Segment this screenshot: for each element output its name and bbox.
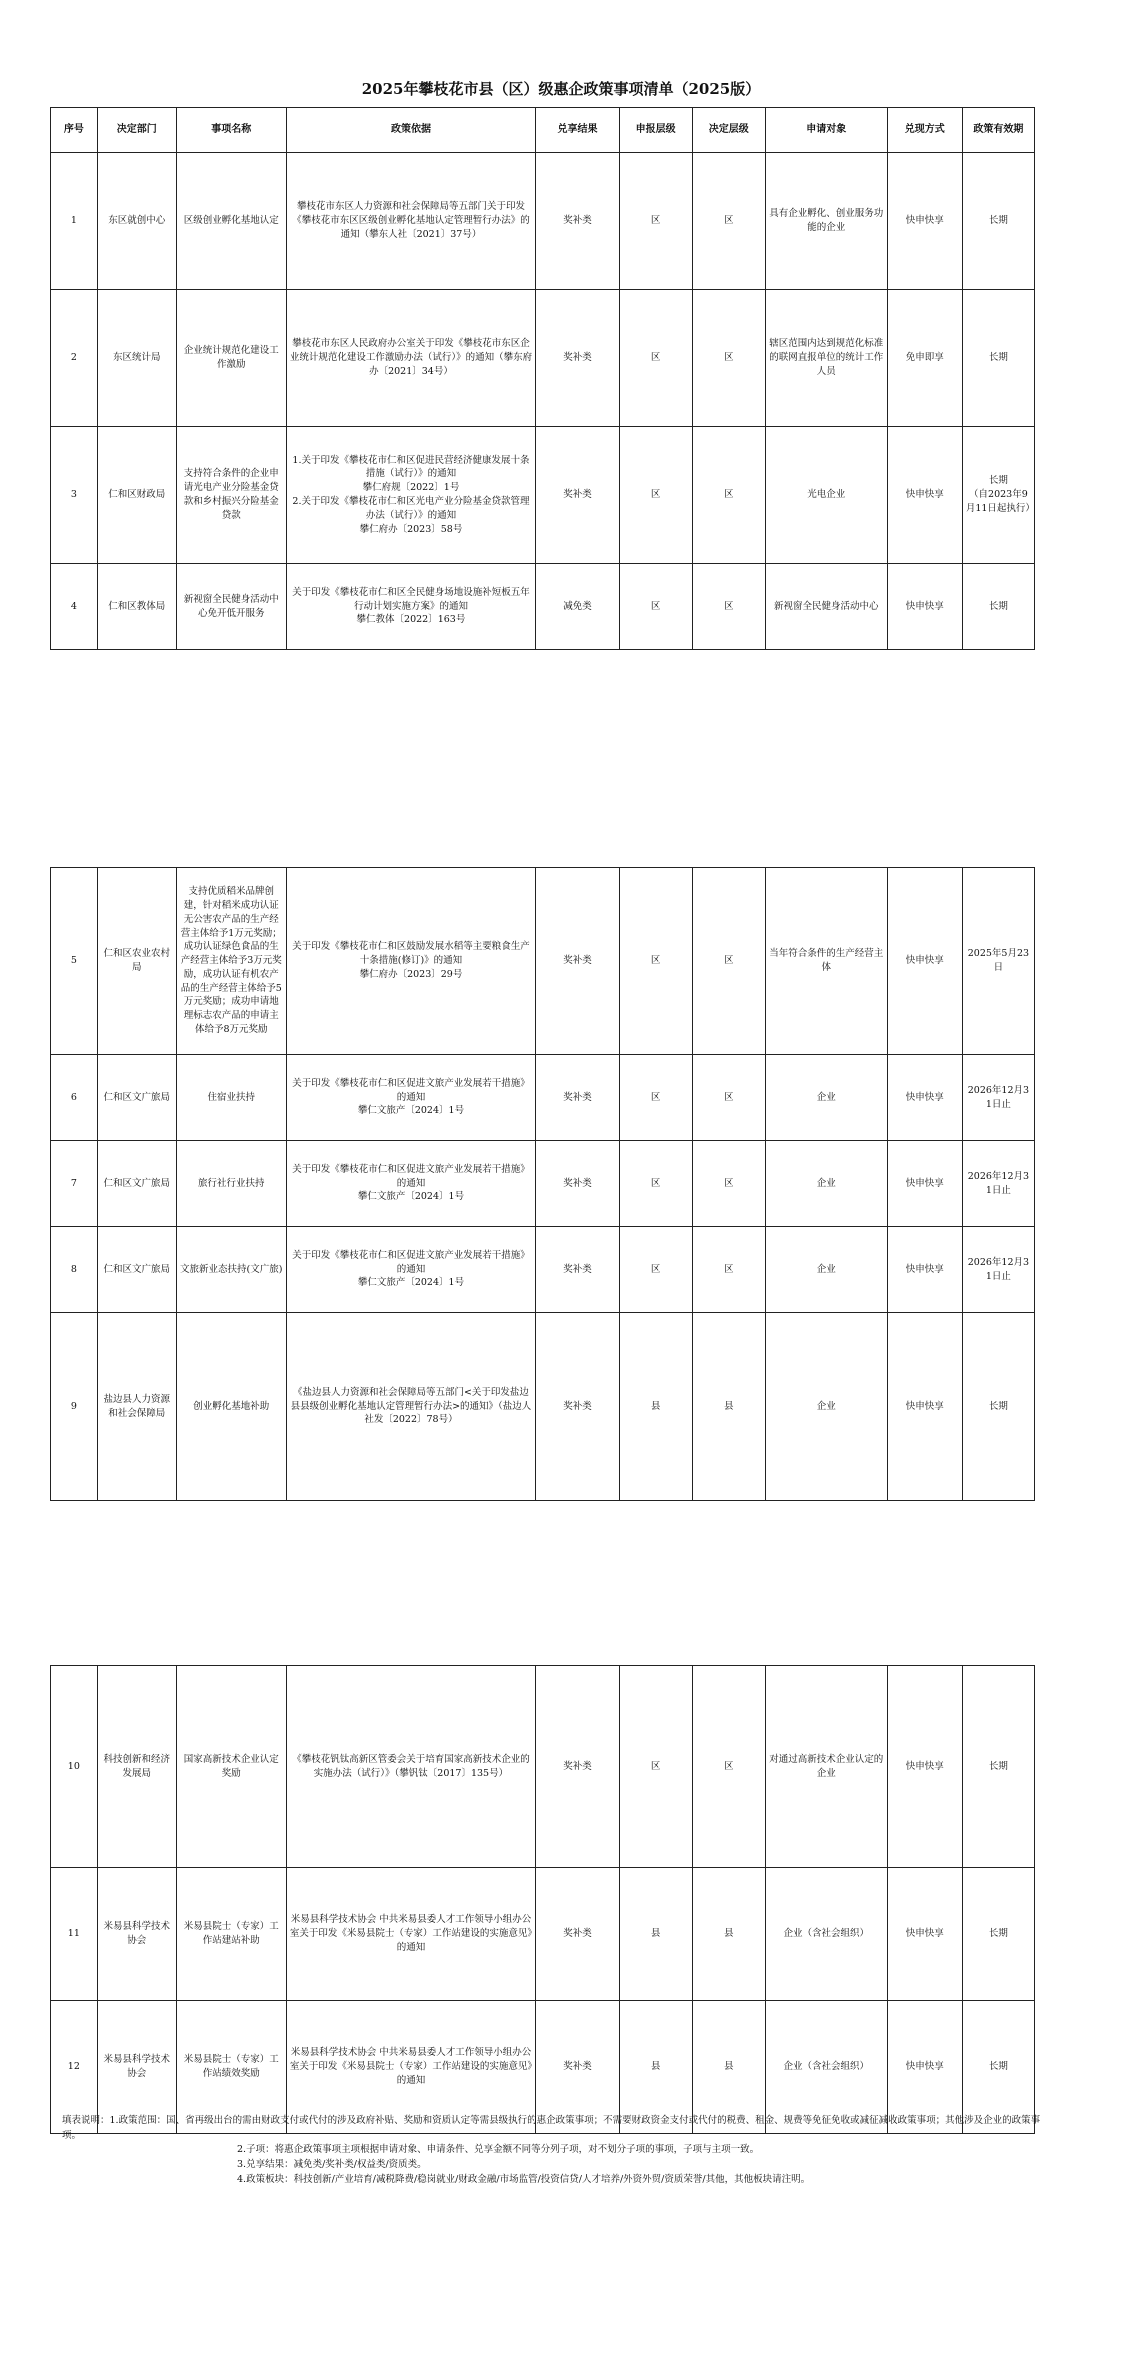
cell-decide-level: 县 [692, 1868, 765, 2001]
header-no: 序号 [51, 108, 98, 153]
cell-basis: 攀枝花市东区人民政府办公室关于印发《攀枝花市东区企业统计规范化建设工作激励办法（试行）》的通知（攀东府办〔2021〕34号） [286, 290, 536, 427]
cell-no: 4 [51, 564, 98, 650]
cell-validity: 2026年12月31日止 [962, 1055, 1034, 1141]
policy-table-part-3 [50, 1665, 1035, 2134]
page-title: 2025年攀枝花市县（区）级惠企政策事项清单（2025版） [361, 80, 761, 98]
cell-item: 国家高新技术企业认定奖励 [176, 1666, 286, 1868]
cell-dept: 东区统计局 [97, 290, 176, 427]
cell-apply-level: 区 [619, 1141, 692, 1227]
cell-item: 区级创业孵化基地认定 [176, 153, 286, 290]
cell-decide-level: 区 [692, 564, 765, 650]
cell-no: 9 [51, 1313, 98, 1501]
cell-result: 奖补类 [536, 290, 619, 427]
cell-validity: 2025年5月23日 [962, 868, 1034, 1055]
cell-apply-level: 区 [619, 868, 692, 1055]
cell-apply-level: 区 [619, 564, 692, 650]
cell-basis: 关于印发《攀枝花市仁和区全民健身场地设施补短板五年行动计划实施方案》的通知 攀仁教体〔2022〕163号 [286, 564, 536, 650]
cell-dept: 仁和区财政局 [97, 427, 176, 564]
header-item: 事项名称 [176, 108, 286, 153]
cell-method: 快申快享 [887, 868, 962, 1055]
cell-item: 支持符合条件的企业申请光电产业分险基金贷款和乡村振兴分险基金贷款 [176, 427, 286, 564]
cell-no: 2 [51, 290, 98, 427]
cell-decide-level: 区 [692, 290, 765, 427]
cell-no: 12 [51, 2001, 98, 2134]
cell-method: 快申快享 [887, 1666, 962, 1868]
cell-item: 文旅新业态扶持(文广旅) [176, 1227, 286, 1313]
cell-item: 创业孵化基地补助 [176, 1313, 286, 1501]
cell-target: 新视窗全民健身活动中心 [765, 564, 887, 650]
cell-result: 奖补类 [536, 427, 619, 564]
table-row [51, 153, 1035, 290]
cell-decide-level: 区 [692, 427, 765, 564]
cell-validity: 长期 [962, 564, 1034, 650]
header-validity: 政策有效期 [962, 108, 1034, 153]
cell-no: 10 [51, 1666, 98, 1868]
cell-apply-level: 县 [619, 2001, 692, 2134]
cell-result: 奖补类 [536, 868, 619, 1055]
cell-basis: 《攀枝花钒钛高新区管委会关于培育国家高新技术企业的实施办法（试行）》（攀钒钛〔2017〕135号） [286, 1666, 536, 1868]
cell-item: 新视窗全民健身活动中心免开低开服务 [176, 564, 286, 650]
cell-dept: 仁和区农业农村局 [97, 868, 176, 1055]
policy-table-part-2 [50, 867, 1035, 1501]
cell-decide-level: 县 [692, 1313, 765, 1501]
cell-item: 住宿业扶持 [176, 1055, 286, 1141]
cell-result: 奖补类 [536, 153, 619, 290]
cell-result: 奖补类 [536, 1227, 619, 1313]
cell-validity: 长期 [962, 1313, 1034, 1501]
cell-target: 光电企业 [765, 427, 887, 564]
cell-result: 奖补类 [536, 1141, 619, 1227]
cell-validity: 长期 [962, 2001, 1034, 2134]
cell-validity: 2026年12月31日止 [962, 1227, 1034, 1313]
cell-validity: 长期 [962, 153, 1034, 290]
note-3: 3.兑享结果：减免类/奖补类/权益类/资质类。 [237, 2159, 427, 2171]
header-method: 兑现方式 [887, 108, 962, 153]
cell-no: 7 [51, 1141, 98, 1227]
cell-no: 6 [51, 1055, 98, 1141]
header-basis: 政策依据 [286, 108, 536, 153]
table-row [51, 1227, 1035, 1313]
cell-target: 具有企业孵化、创业服务功能的企业 [765, 153, 887, 290]
cell-target: 企业 [765, 1055, 887, 1141]
cell-no: 11 [51, 1868, 98, 2001]
cell-result: 奖补类 [536, 1868, 619, 2001]
table-row [51, 1055, 1035, 1141]
cell-validity: 长期 [962, 290, 1034, 427]
cell-apply-level: 区 [619, 1666, 692, 1868]
cell-method: 快申快享 [887, 2001, 962, 2134]
cell-basis: 《盐边县人力资源和社会保障局等五部门<关于印发盐边县县级创业孵化基地认定管理暂行办法>的通知》（盐边人社发〔2022〕78号） [286, 1313, 536, 1501]
cell-no: 5 [51, 868, 98, 1055]
cell-decide-level: 区 [692, 1141, 765, 1227]
note-4: 4.政策板块：科技创新/产业培育/减税降费/稳岗就业/财政金融/市场监管/投资信贷/人才培养/外资外贸/资质荣誉/其他，其他板块请注明。 [237, 2173, 811, 2185]
header-target: 申请对象 [765, 108, 887, 153]
table-row [51, 1666, 1035, 1868]
cell-basis: 攀枝花市东区人力资源和社会保障局等五部门关于印发《攀枝花市东区区级创业孵化基地认定管理暂行办法》的通知（攀东人社〔2021〕37号） [286, 153, 536, 290]
cell-basis: 米易县科学技术协会 中共米易县委人才工作领导小组办公室关于印发《米易县院士（专家）工作站建设的实施意见》的通知 [286, 1868, 536, 2001]
cell-basis: 关于印发《攀枝花市仁和区促进文旅产业发展若干措施》的通知 攀仁文旅产〔2024〕1号 [286, 1141, 536, 1227]
cell-no: 8 [51, 1227, 98, 1313]
cell-apply-level: 县 [619, 1868, 692, 2001]
cell-basis: 关于印发《攀枝花市仁和区促进文旅产业发展若干措施》的通知 攀仁文旅产〔2024〕1号 [286, 1227, 536, 1313]
cell-validity: 长期 [962, 1868, 1034, 2001]
cell-dept: 仁和区文广旅局 [97, 1141, 176, 1227]
cell-dept: 米易县科学技术协会 [97, 2001, 176, 2134]
note-2: 2.子项：将惠企政策事项主项根据申请对象、申请条件、兑享金额不同等分列子项，对不划分子项的事项，子项与主项一致。 [237, 2144, 760, 2156]
cell-method: 快申快享 [887, 1313, 962, 1501]
cell-decide-level: 县 [692, 2001, 765, 2134]
cell-target: 辖区范围内达到规范化标准的联网直报单位的统计工作人员 [765, 290, 887, 427]
cell-decide-level: 区 [692, 1666, 765, 1868]
cell-target: 当年符合条件的生产经营主体 [765, 868, 887, 1055]
table-row [51, 564, 1035, 650]
cell-target: 企业 [765, 1141, 887, 1227]
cell-result: 奖补类 [536, 2001, 619, 2134]
cell-apply-level: 区 [619, 290, 692, 427]
cell-decide-level: 区 [692, 153, 765, 290]
cell-target: 企业 [765, 1227, 887, 1313]
cell-target: 对通过高新技术企业认定的企业 [765, 1666, 887, 1868]
cell-method: 快申快享 [887, 564, 962, 650]
table-row [51, 1313, 1035, 1501]
cell-dept: 科技创新和经济发展局 [97, 1666, 176, 1868]
cell-method: 快申快享 [887, 427, 962, 564]
table-row [51, 868, 1035, 1055]
cell-apply-level: 区 [619, 1055, 692, 1141]
header-result: 兑享结果 [536, 108, 619, 153]
cell-target: 企业（含社会组织） [765, 1868, 887, 2001]
table-row [51, 427, 1035, 564]
cell-result: 奖补类 [536, 1055, 619, 1141]
cell-validity: 长期 （自2023年9月11日起执行） [962, 427, 1034, 564]
cell-method: 快申快享 [887, 153, 962, 290]
cell-dept: 仁和区文广旅局 [97, 1227, 176, 1313]
header-apply-level: 申报层级 [619, 108, 692, 153]
cell-target: 企业（含社会组织） [765, 2001, 887, 2134]
fill-instructions [62, 2114, 1042, 2188]
table-header-row [51, 108, 1035, 153]
cell-basis: 关于印发《攀枝花市仁和区促进文旅产业发展若干措施》的通知 攀仁文旅产〔2024〕1号 [286, 1055, 536, 1141]
cell-method: 快申快享 [887, 1141, 962, 1227]
cell-dept: 仁和区教体局 [97, 564, 176, 650]
cell-decide-level: 区 [692, 1055, 765, 1141]
cell-result: 奖补类 [536, 1313, 619, 1501]
cell-apply-level: 区 [619, 427, 692, 564]
cell-item: 企业统计规范化建设工作激励 [176, 290, 286, 427]
note-1: 填表说明：1.政策范围：国、省再级出台的需由财政支付或代付的涉及政府补贴、奖励和资质认定等需县级执行的惠企政策事项；不需要财政资金支付或代付的税费、租金、规费等免征免收或减征减收政策事项；其他涉及企业的政策事项。 [62, 2115, 1041, 2141]
cell-method: 免申即享 [887, 290, 962, 427]
table-row [51, 1141, 1035, 1227]
policy-table-part-1 [50, 107, 1035, 650]
cell-method: 快申快享 [887, 1868, 962, 2001]
cell-item: 米易县院士（专家）工作站建站补助 [176, 1868, 286, 2001]
cell-basis: 米易县科学技术协会 中共米易县委人才工作领导小组办公室关于印发《米易县院士（专家）工作站建设的实施意见》的通知 [286, 2001, 536, 2134]
table-row [51, 290, 1035, 427]
cell-no: 1 [51, 153, 98, 290]
cell-decide-level: 区 [692, 1227, 765, 1313]
cell-apply-level: 区 [619, 1227, 692, 1313]
cell-basis: 1.关于印发《攀枝花市仁和区促进民营经济健康发展十条措施（试行）》的通知 攀仁府规〔2022〕1号 2.关于印发《攀枝花市仁和区光电产业分险基金贷款管理办法（试行）》的通知 攀仁府办〔2023〕58号 [286, 427, 536, 564]
cell-validity: 长期 [962, 1666, 1034, 1868]
cell-validity: 2026年12月31日止 [962, 1141, 1034, 1227]
cell-dept: 米易县科学技术协会 [97, 1868, 176, 2001]
cell-result: 减免类 [536, 564, 619, 650]
cell-method: 快申快享 [887, 1055, 962, 1141]
header-decide-level: 决定层级 [692, 108, 765, 153]
cell-target: 企业 [765, 1313, 887, 1501]
cell-apply-level: 县 [619, 1313, 692, 1501]
cell-no: 3 [51, 427, 98, 564]
cell-result: 奖补类 [536, 1666, 619, 1868]
header-dept: 决定部门 [97, 108, 176, 153]
cell-apply-level: 区 [619, 153, 692, 290]
cell-basis: 关于印发《攀枝花市仁和区鼓励发展水稻等主要粮食生产十条措施(修订)》的通知 攀仁府办〔2023〕29号 [286, 868, 536, 1055]
cell-dept: 盐边县人力资源和社会保障局 [97, 1313, 176, 1501]
cell-item: 支持优质稻米品牌创建，针对稻米成功认证无公害农产品的生产经营主体给予1万元奖励；成功认证绿色食品的生产经营主体给予3万元奖励，成功认证有机农产品的生产经营主体给予5万元奖励；成功申请地理标志农产品的申请主体给予8万元奖励 [176, 868, 286, 1055]
cell-decide-level: 区 [692, 868, 765, 1055]
cell-item: 旅行社行业扶持 [176, 1141, 286, 1227]
cell-method: 快申快享 [887, 1227, 962, 1313]
table-row [51, 1868, 1035, 2001]
cell-dept: 仁和区文广旅局 [97, 1055, 176, 1141]
cell-dept: 东区就创中心 [97, 153, 176, 290]
cell-item: 米易县院士（专家）工作站绩效奖励 [176, 2001, 286, 2134]
